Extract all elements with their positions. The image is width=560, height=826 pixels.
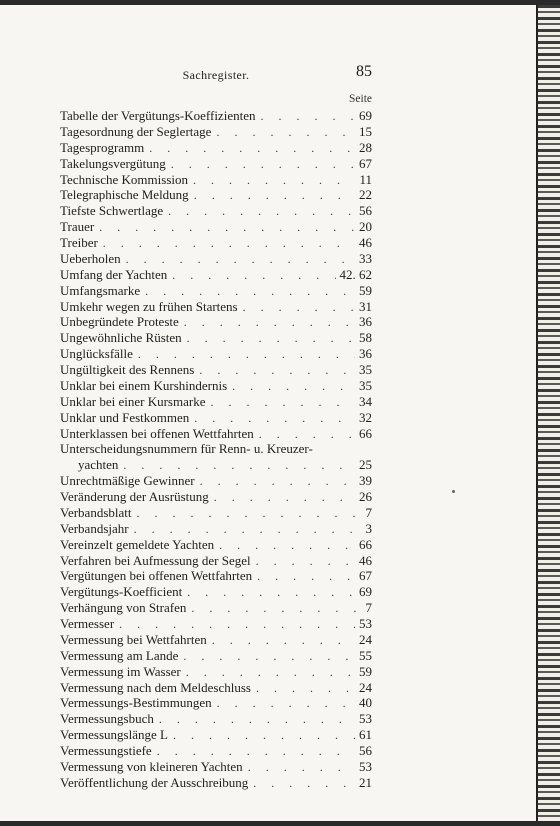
index-page-ref: 39 xyxy=(359,473,372,489)
index-entry xyxy=(60,187,372,203)
dot-leader xyxy=(209,490,355,506)
index-page-ref: 35 xyxy=(359,362,372,377)
index-page-ref: 11 xyxy=(359,171,372,187)
index-page-ref: 33 xyxy=(359,250,372,266)
dot-leader xyxy=(186,601,361,617)
index-page-ref: 36 xyxy=(359,314,372,330)
index-term: Vermessung nach dem Meldeschluss xyxy=(60,679,251,695)
index-entry xyxy=(60,521,372,537)
index-page-ref: 59 xyxy=(359,663,372,679)
decorative-border-strip xyxy=(536,5,560,821)
index-entry xyxy=(60,172,372,188)
dot-leader xyxy=(194,363,355,379)
index-term: Tagesprogramm xyxy=(60,139,145,155)
index-term: Technische Kommission xyxy=(60,171,188,187)
index-entry xyxy=(60,664,372,680)
index-page-ref: 40 xyxy=(359,695,372,711)
index-term: Vermessungsbuch xyxy=(60,711,154,727)
index-term: Unrechtmäßige Gewinner xyxy=(60,473,195,489)
index-entry xyxy=(60,299,372,315)
index-term: Telegraphische Meldung xyxy=(60,187,189,203)
index-entry xyxy=(60,775,372,791)
index-entry xyxy=(60,124,372,140)
dot-leader xyxy=(189,411,355,427)
index-entry xyxy=(60,394,372,410)
dot-leader xyxy=(182,585,355,601)
index-term: Veränderung der Ausrüstung xyxy=(60,489,209,504)
index-page-ref: 59 xyxy=(359,282,372,298)
index-page-ref: 55 xyxy=(359,647,372,663)
dot-leader xyxy=(189,188,355,204)
index-term: Unbegründete Proteste xyxy=(60,314,179,330)
index-page-ref: 15 xyxy=(359,123,372,139)
dot-leader xyxy=(140,284,355,300)
dot-leader xyxy=(254,427,355,443)
dot-leader xyxy=(243,760,355,776)
index-entry xyxy=(60,410,372,426)
index-page-ref: 46 xyxy=(359,552,372,568)
index-entry xyxy=(60,203,372,219)
dot-leader xyxy=(98,236,355,252)
dot-leader xyxy=(118,458,355,474)
index-term: Vermessung im Wasser xyxy=(60,663,181,679)
index-term: Unglücksfälle xyxy=(60,346,133,362)
index-page-ref: 56 xyxy=(359,203,372,219)
index-term: Umfang der Yachten xyxy=(60,266,168,282)
index-page-ref: 7 xyxy=(365,600,372,616)
scan-bottom-edge xyxy=(0,821,560,826)
index-term-continuation xyxy=(60,457,372,473)
dot-leader xyxy=(182,331,355,347)
paper-speck xyxy=(452,490,455,493)
index-entry xyxy=(60,553,372,569)
index-term: Ueberholen xyxy=(60,250,121,266)
dot-leader xyxy=(238,300,355,316)
index-entry xyxy=(60,537,372,553)
index-term: Tiefste Schwertlage xyxy=(60,203,164,219)
index-page-ref: 69 xyxy=(359,108,372,123)
index-term: Umkehr wegen zu frühen Startens xyxy=(60,298,238,314)
index-page-ref: 24 xyxy=(359,631,372,647)
index-term: Verhängung von Strafen xyxy=(60,600,187,616)
index-entry xyxy=(60,711,372,727)
index-term: Vergütungs-Koefficient xyxy=(60,584,183,600)
index-entry xyxy=(60,156,372,172)
dot-leader xyxy=(181,665,355,681)
dot-leader xyxy=(211,125,355,141)
index-term: Vereinzelt gemeldete Yachten xyxy=(60,536,215,552)
index-entry xyxy=(60,346,372,362)
index-term: Trauer xyxy=(60,219,95,235)
dot-leader xyxy=(178,649,355,665)
index-term-line2: yachten xyxy=(78,457,119,473)
index-entry xyxy=(60,505,372,521)
dot-leader xyxy=(121,252,355,268)
index-entry xyxy=(60,616,372,632)
index-entry xyxy=(60,632,372,648)
index-term: Verbandsblatt xyxy=(60,504,132,520)
index-page-ref: 3 xyxy=(365,520,372,536)
index-term: Umfangsmarke xyxy=(60,282,141,298)
index-page-ref: 69 xyxy=(359,584,372,600)
index-page-ref: 67 xyxy=(359,155,372,171)
index-page-ref: 20 xyxy=(359,219,372,235)
index-page-ref: 56 xyxy=(359,743,372,758)
index-page-ref: 46 xyxy=(359,235,372,250)
index-entry xyxy=(60,283,372,299)
index-entry xyxy=(60,600,372,616)
dot-leader xyxy=(214,538,355,554)
index-page-ref: 34 xyxy=(359,393,372,409)
index-entry xyxy=(60,727,372,743)
index-term: Ungewöhnliche Rüsten xyxy=(60,330,182,346)
index-page-ref: 53 xyxy=(359,616,372,631)
index-entry xyxy=(60,378,372,394)
dot-leader xyxy=(255,109,355,125)
index-page-ref: 25 xyxy=(359,457,372,473)
index-entry xyxy=(60,235,372,251)
index-term: Vermessung bei Wettfahrten xyxy=(60,631,207,647)
index-entry xyxy=(60,648,372,664)
index-page-ref: 61 xyxy=(359,727,372,743)
index-entry xyxy=(60,680,372,696)
dot-leader xyxy=(205,395,355,411)
index-term: Tagesordnung der Seglertage xyxy=(60,123,212,139)
dot-leader xyxy=(131,506,361,522)
index-term: Vermessung von kleineren Yachten xyxy=(60,758,243,774)
index-page-ref: 66 xyxy=(359,536,372,552)
index-term: Treiber xyxy=(60,235,98,250)
dot-leader xyxy=(154,712,355,728)
index-entry xyxy=(60,695,372,711)
index-term: Ungültigkeit des Rennens xyxy=(60,362,195,377)
index-term: Vermessung am Lande xyxy=(60,647,179,663)
index-term: Unklar bei einem Kurshindernis xyxy=(60,377,228,393)
index-page-ref: 26 xyxy=(359,489,372,504)
index-term: Unterklassen bei offenen Wettfahrten xyxy=(60,425,254,441)
dot-leader xyxy=(166,157,355,173)
index-entry xyxy=(60,219,372,235)
index-entry xyxy=(60,330,372,346)
index-term: Verfahren bei Aufmessung der Segel xyxy=(60,552,251,568)
index-list xyxy=(60,108,372,791)
index-term: Unklar bei einer Kursmarke xyxy=(60,393,206,409)
dot-leader xyxy=(248,776,355,792)
index-term: Tabelle der Vergütungs-Koeffizienten xyxy=(60,108,256,123)
index-page-ref: 67 xyxy=(359,568,372,584)
index-term: Takelungsvergütung xyxy=(60,155,166,171)
dot-leader xyxy=(227,379,355,395)
index-page-ref: 35 xyxy=(359,377,372,393)
dot-leader xyxy=(152,744,355,760)
index-entry xyxy=(60,584,372,600)
dot-leader xyxy=(129,522,362,538)
dot-leader xyxy=(94,220,355,236)
index-term: Vermessungslänge L xyxy=(60,727,168,743)
index-entry xyxy=(60,362,372,378)
dot-leader xyxy=(188,173,355,189)
index-term: Veröffentlichung der Ausschreibung xyxy=(60,774,249,790)
index-entry xyxy=(60,759,372,775)
dot-leader xyxy=(167,268,335,284)
dot-leader xyxy=(144,141,355,157)
index-page-ref: 31 xyxy=(359,298,372,314)
dot-leader xyxy=(133,347,355,363)
index-entry-wrapped xyxy=(60,441,372,473)
dot-leader xyxy=(168,728,355,744)
index-page-ref: 58 xyxy=(359,330,372,346)
page-title: Sachregister. xyxy=(182,68,250,82)
dot-leader xyxy=(114,617,355,633)
index-page-ref: 53 xyxy=(359,758,372,774)
column-label-seite: Seite xyxy=(349,93,372,105)
index-page-ref: 32 xyxy=(359,409,372,425)
dot-leader xyxy=(251,554,355,570)
dot-leader xyxy=(212,696,355,712)
index-term-line1: Unterscheidungsnummern für Renn- u. Kreuzer- xyxy=(60,441,313,457)
dot-leader xyxy=(251,681,355,697)
index-term: Vermessungstiefe xyxy=(60,743,152,758)
index-term: Verbandsjahr xyxy=(60,520,129,536)
index-entry xyxy=(60,267,372,283)
index-term: Unklar und Festkommen xyxy=(60,409,190,425)
index-term: Vermesser xyxy=(60,616,115,631)
index-entry xyxy=(60,140,372,156)
index-page-ref: 7 xyxy=(365,504,372,520)
index-entry xyxy=(60,489,372,505)
index-entry xyxy=(60,568,372,584)
index-entry xyxy=(60,251,372,267)
index-page-ref: 24 xyxy=(359,679,372,695)
index-page-ref: 21 xyxy=(359,774,372,790)
index-entry xyxy=(60,108,372,124)
index-entry xyxy=(60,743,372,759)
index-page-ref: 66 xyxy=(359,425,372,441)
index-entry xyxy=(60,314,372,330)
index-term: Vermessungs-Bestimmungen xyxy=(60,695,212,711)
dot-leader xyxy=(179,315,355,331)
index-page-ref: 42. 62 xyxy=(339,266,372,282)
running-head xyxy=(60,62,372,84)
index-entry xyxy=(60,473,372,489)
dot-leader xyxy=(252,569,355,585)
index-term: Vergütungen bei offenen Wettfahrten xyxy=(60,568,253,584)
dot-leader xyxy=(163,204,355,220)
index-page-ref: 53 xyxy=(359,711,372,727)
index-page-ref: 22 xyxy=(359,187,372,203)
index-page-ref: 28 xyxy=(359,139,372,155)
dot-leader xyxy=(195,474,355,490)
index-page-ref: 36 xyxy=(359,346,372,362)
page-number: 85 xyxy=(356,63,372,80)
index-entry xyxy=(60,426,372,442)
dot-leader xyxy=(207,633,355,649)
